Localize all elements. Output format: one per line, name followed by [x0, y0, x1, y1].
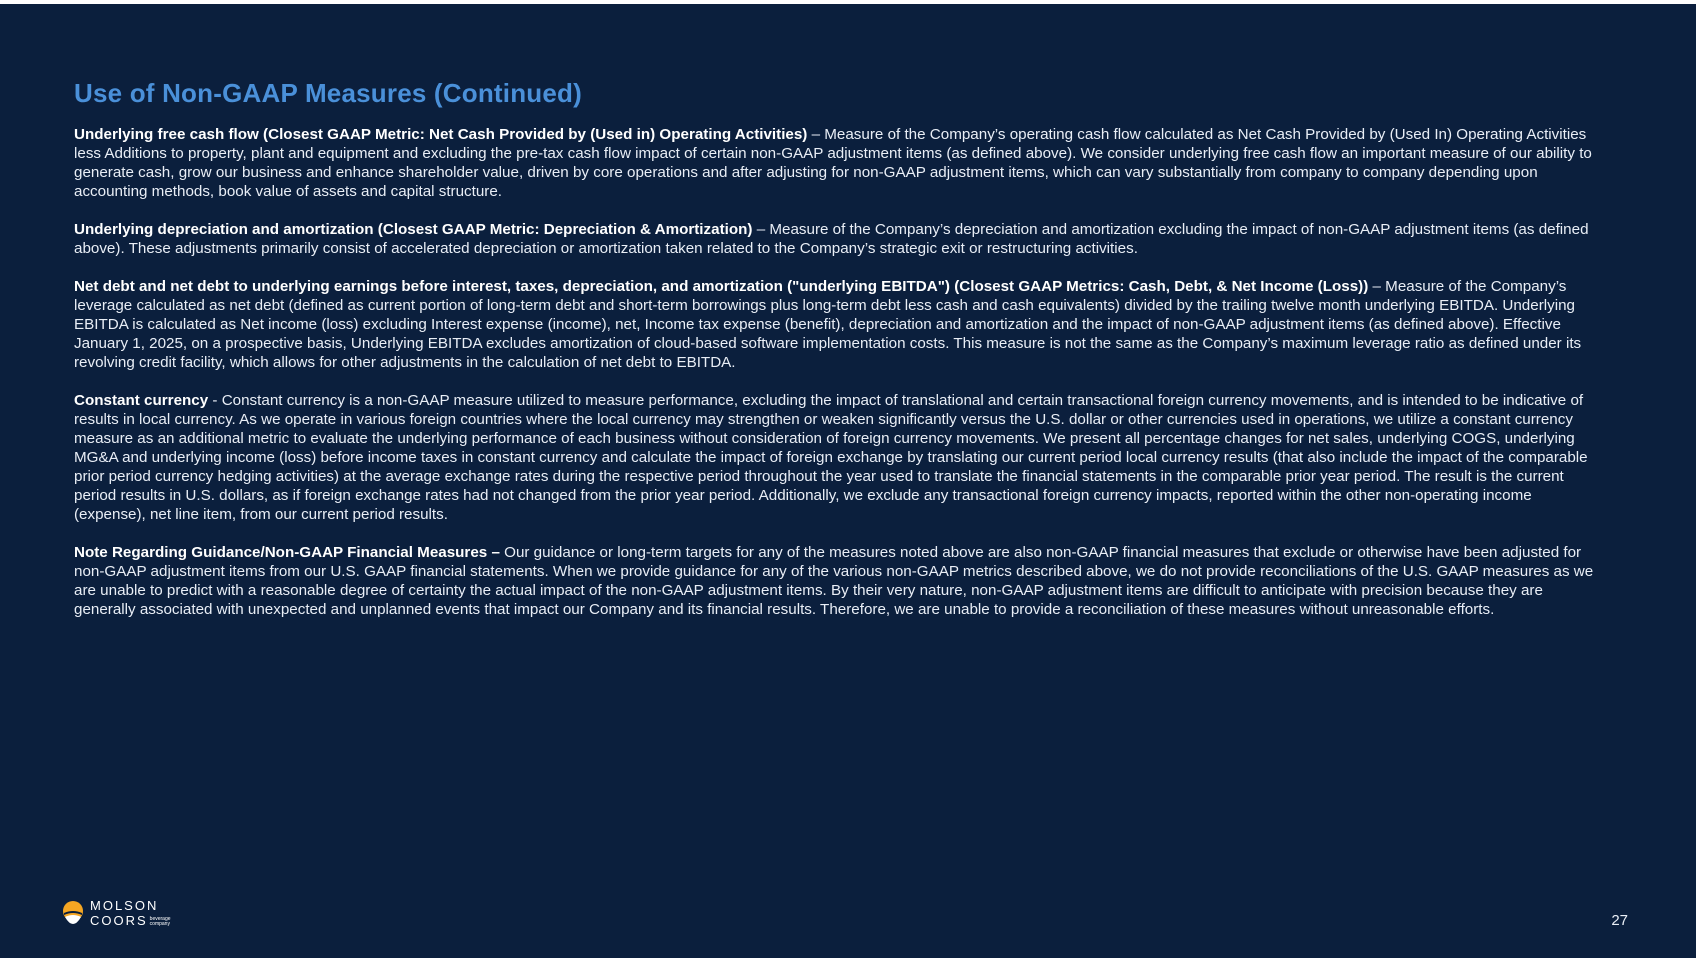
logo-tagline: [150, 917, 171, 927]
company-logo: [62, 899, 171, 927]
paragraph-body: – Measure of the Company’s operating cash flow calculated as Net Cash Provided by (Used In) Operating Activities less Additions to property, plant and equipment and excluding the pre-tax cash flow impact of certain non-GAAP adjustment items (as defined above). We consider underlying free cash flow an important measure of our ability to generate cash, grow our business and enhance shareholder value, driven by core operations and after adjusting for non-GAAP adjustment items, which can vary substantially from company to company depending upon accounting methods, book value of assets and capital structure.: [74, 126, 1592, 200]
paragraph-heading: Underlying free cash flow (Closest GAAP Metric: Net Cash Provided by (Used in) Operating Activities): [74, 126, 808, 143]
paragraph-body: Our guidance or long-term targets for any of the measures noted above are also non-GAAP financial measures that exclude or otherwise have been adjusted for non-GAAP adjustment items from our U.S. GAAP financial statements. When we provide guidance for any of the various non-GAAP metrics described above, we do not provide reconciliations of the U.S. GAAP measures as we are unable to predict with a reasonable degree of certainty the actual impact of the non-GAAP adjustment items. By their very nature, non-GAAP adjustment items are difficult to anticipate with precision because they are generally associated with unexpected and unplanned events that impact our Company and its financial results. Therefore, we are unable to provide a reconciliation of these measures without unreasonable efforts.: [74, 544, 1594, 618]
paragraph-body: - Constant currency is a non-GAAP measure utilized to measure performance, excluding the impact of translational and certain transactional foreign currency movements, and is intended to be indicative of results in local currency. As we operate in various foreign countries where the local currency may strengthen or weaken significantly versus the U.S. dollar or other currencies used in operations, we utilize a constant currency measure as an additional metric to evaluate the underlying performance of each business without consideration of foreign currency movements. We present all percentage changes for net sales, underlying COGS, underlying MG&A and underlying income (loss) before income taxes in constant currency and calculate the impact of foreign exchange by translating our current period local currency results (that also include the impact of the comparable prior period currency hedging activities) at the average exchange rates during the respective period throughout the year used to translate the financial statements in the comparable prior year period. The result is the current period results in U.S. dollars, as if foreign exchange rates had not changed from the prior year period. Additionally, we exclude any transactional foreign currency impacts, reported within the other non-operating income (expense), net line item, from our current period results.: [74, 392, 1588, 523]
slide: [0, 4, 1696, 958]
logo-tagline-line1: beverage: [149, 916, 171, 922]
paragraph-heading: Net debt and net debt to underlying earnings before interest, taxes, depreciation, and amortization ("underlying EBITDA") (Closest GAAP Metrics: Cash, Debt, & Net Income (Loss)): [74, 278, 1369, 295]
page-number: 27: [1611, 912, 1628, 929]
paragraph-body: – Measure of the Company’s depreciation and amortization excluding the impact of non-GAAP adjustment items (as defined above). These adjustments primarily consist of accelerated depreciation or amortization taken related to the Company’s strategic exit or restructuring activities.: [74, 221, 1589, 257]
paragraph-heading: Constant currency: [74, 392, 209, 409]
paragraph-underlying-free-cash-flow: [74, 125, 1604, 201]
logo-tagline-line2: company: [149, 921, 170, 927]
paragraph-heading: Note Regarding Guidance/Non-GAAP Financial Measures –: [74, 544, 500, 561]
paragraph-guidance-note: [74, 543, 1604, 619]
logo-line2-group: [90, 914, 171, 927]
molson-coors-sun-icon: [62, 900, 84, 926]
logo-wordmark: [90, 899, 171, 927]
slide-title: Use of Non-GAAP Measures (Continued): [74, 78, 582, 108]
logo-line1: MOLSON: [90, 898, 159, 913]
paragraph-net-debt: [74, 277, 1604, 372]
paragraph-constant-currency: [74, 391, 1604, 524]
slide-body: [74, 125, 1604, 638]
paragraph-heading: Underlying depreciation and amortization (Closest GAAP Metric: Depreciation & Amortization): [74, 221, 753, 238]
paragraph-underlying-depreciation: [74, 220, 1604, 258]
logo-line2: COORS: [90, 913, 148, 928]
paragraph-body: – Measure of the Company’s leverage calculated as net debt (defined as current portion of long-term debt and short-term borrowings plus long-term debt less cash and cash equivalents) divided by the trailing twelve month underlying EBITDA. Underlying EBITDA is calculated as Net income (loss) excluding Interest expense (income), net, Income tax expense (benefit), depreciation and amortization and the impact of non-GAAP adjustment items (as defined above). Effective January 1, 2025, on a prospective basis, Underlying EBITDA excludes amortization of cloud-based software implementation costs. This measure is not the same as the Company’s maximum leverage ratio as defined under its revolving credit facility, which allows for other adjustments in the calculation of net debt to EBITDA.: [74, 278, 1582, 371]
